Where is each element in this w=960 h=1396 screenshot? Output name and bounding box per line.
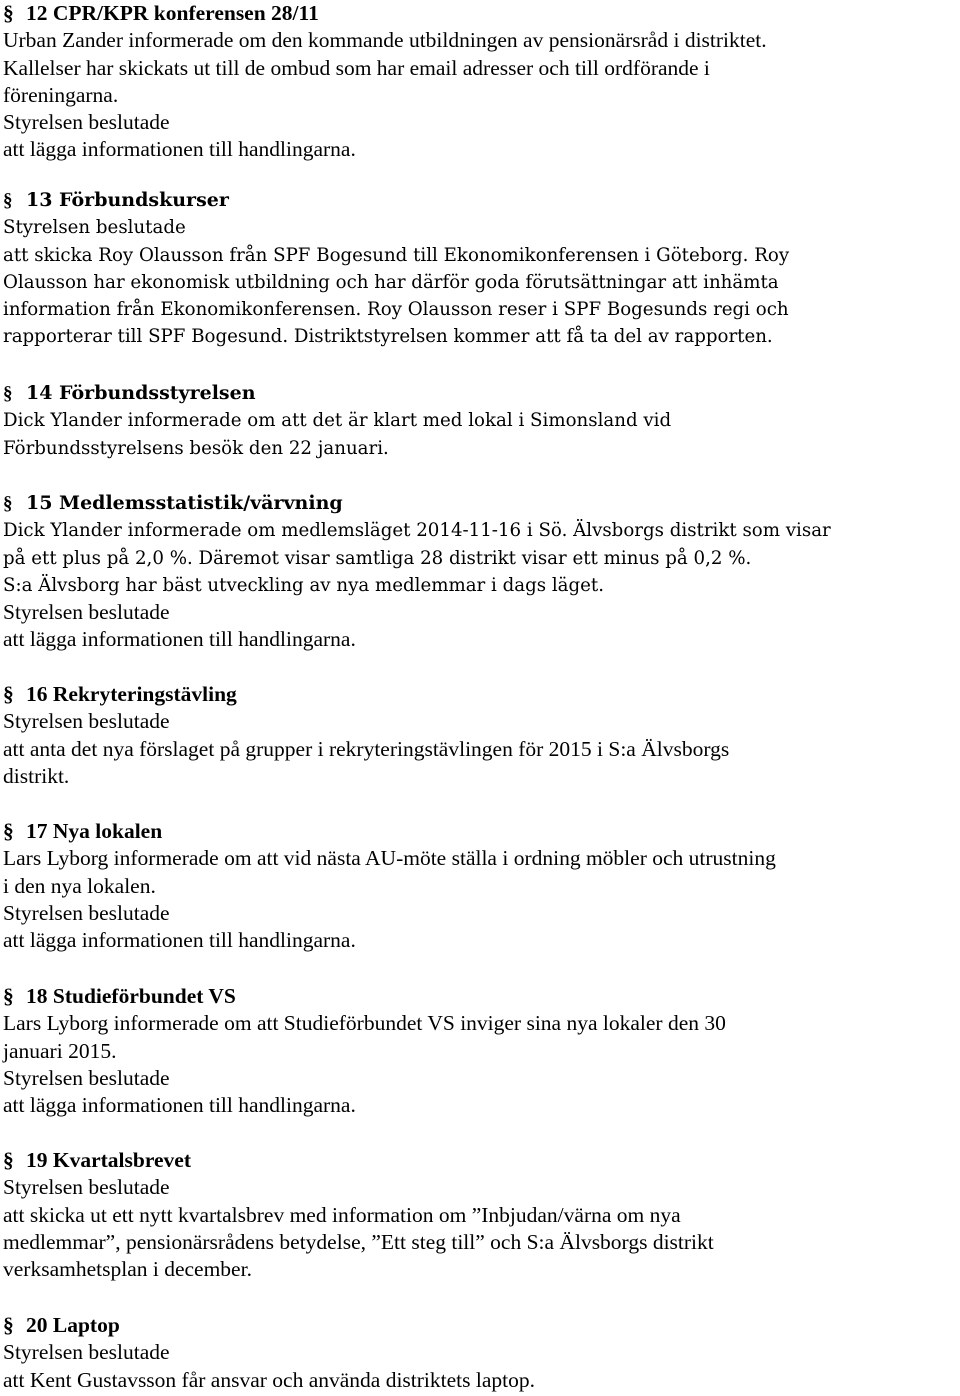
body-line: Lars Lyborg informerade om att vid nästa AU-möte ställa i ordning möbler och utrustning [3, 846, 776, 871]
section-heading: § 15 Medlemsstatistik/värvning [3, 490, 958, 517]
body-line: på ett plus på 2,0 %. Däremot visar samtliga 28 distrikt visar ett minus på 0,2 %. [3, 547, 752, 569]
body-line: januari 2015. [3, 1038, 117, 1063]
decision-text: att Kent Gustavsson får ansvar och använda distriktets laptop. [3, 1367, 535, 1392]
decision-label: Styrelsen beslutade [3, 1065, 170, 1090]
body-line: Lars Lyborg informerade om att Studieförbundet VS inviger sina nya lokaler den 30 [3, 1011, 726, 1036]
section-18 [3, 983, 958, 1119]
paragraph-sign: § [3, 682, 14, 706]
paragraph-sign: § [3, 984, 14, 1008]
paragraph-sign: § [3, 1148, 14, 1172]
section-20 [3, 1312, 958, 1394]
section-heading: § 17 Nya lokalen [3, 818, 958, 845]
section-12 [3, 0, 958, 164]
decision-label: Styrelsen beslutade [3, 110, 170, 135]
section-heading: § 14 Förbundsstyrelsen [3, 380, 958, 407]
body-line: verksamhetsplan i december. [3, 1257, 252, 1282]
decision-text: att lägga informationen till handlingarna. [3, 137, 356, 162]
section-heading: § 13 Förbundskurser [3, 187, 958, 214]
section-13 [3, 187, 958, 351]
decision-label: Styrelsen beslutade [3, 217, 186, 239]
body-line: medlemmar”, pensionärsrådens betydelse, ”Ett steg till” och S:a Älvsborgs distrikt [3, 1229, 714, 1254]
paragraph-sign: § [3, 493, 13, 514]
paragraph-sign: § [3, 1, 14, 25]
paragraph-sign: § [3, 383, 13, 404]
decision-label: Styrelsen beslutade [3, 709, 170, 734]
paragraph-sign: § [3, 819, 14, 843]
decision-label: Styrelsen beslutade [3, 600, 170, 625]
decision-label: Styrelsen beslutade [3, 900, 170, 925]
body-line: Dick Ylander informerade om att det är klart med lokal i Simonsland vid [3, 410, 672, 432]
decision-text: att lägga informationen till handlingarna. [3, 627, 356, 652]
section-heading: § 19 Kvartalsbrevet [3, 1147, 958, 1174]
paragraph-sign: § [3, 190, 13, 211]
body-line: i den nya lokalen. [3, 873, 156, 898]
body-line: S:a Älvsborg har bäst utveckling av nya medlemmar i dags läget. [3, 574, 605, 596]
section-16 [3, 681, 958, 790]
paragraph-sign: § [3, 1313, 14, 1337]
decision-text: att skicka ut ett nytt kvartalsbrev med information om ”Inbjudan/värna om nya [3, 1202, 681, 1227]
section-heading: § 12 CPR/KPR konferensen 28/11 [3, 0, 958, 27]
body-line: distrikt. [3, 763, 70, 788]
section-heading: § 16 Rekryteringstävling [3, 681, 958, 708]
decision-text: att lägga informationen till handlingarna. [3, 928, 356, 953]
body-line: föreningarna. [3, 82, 119, 107]
body-line: Förbundsstyrelsens besök den 22 januari. [3, 437, 389, 459]
body-line: information från Ekonomikonferensen. Roy Olausson reser i SPF Bogesunds regi och [3, 299, 789, 321]
section-15 [3, 490, 958, 654]
section-17 [3, 818, 958, 954]
section-14 [3, 380, 958, 462]
body-line: Dick Ylander informerade om medlemsläget 2014-11-16 i Sö. Älvsborgs distrikt som visar [3, 520, 831, 542]
section-19 [3, 1147, 958, 1283]
body-line: rapporterar till SPF Bogesund. Distriktstyrelsen kommer att få ta del av rapporten. [3, 326, 773, 348]
decision-label: Styrelsen beslutade [3, 1175, 170, 1200]
decision-text: att lägga informationen till handlingarna. [3, 1093, 356, 1118]
body-line: Kallelser har skickats ut till de ombud som har email adresser och till ordförande i [3, 55, 710, 80]
section-heading: § 18 Studieförbundet VS [3, 983, 958, 1010]
decision-label: Styrelsen beslutade [3, 1340, 170, 1365]
section-heading: § 20 Laptop [3, 1312, 958, 1339]
decision-text: att skicka Roy Olausson från SPF Bogesund till Ekonomikonferensen i Göteborg. Roy [3, 244, 790, 266]
body-line: Urban Zander informerade om den kommande utbildningen av pensionärsråd i distriktet. [3, 28, 767, 53]
body-line: Olausson har ekonomisk utbildning och har därför goda förutsättningar att inhämta [3, 271, 779, 293]
decision-text: att anta det nya förslaget på grupper i rekryteringstävlingen för 2015 i S:a Älvsborgs [3, 736, 730, 761]
